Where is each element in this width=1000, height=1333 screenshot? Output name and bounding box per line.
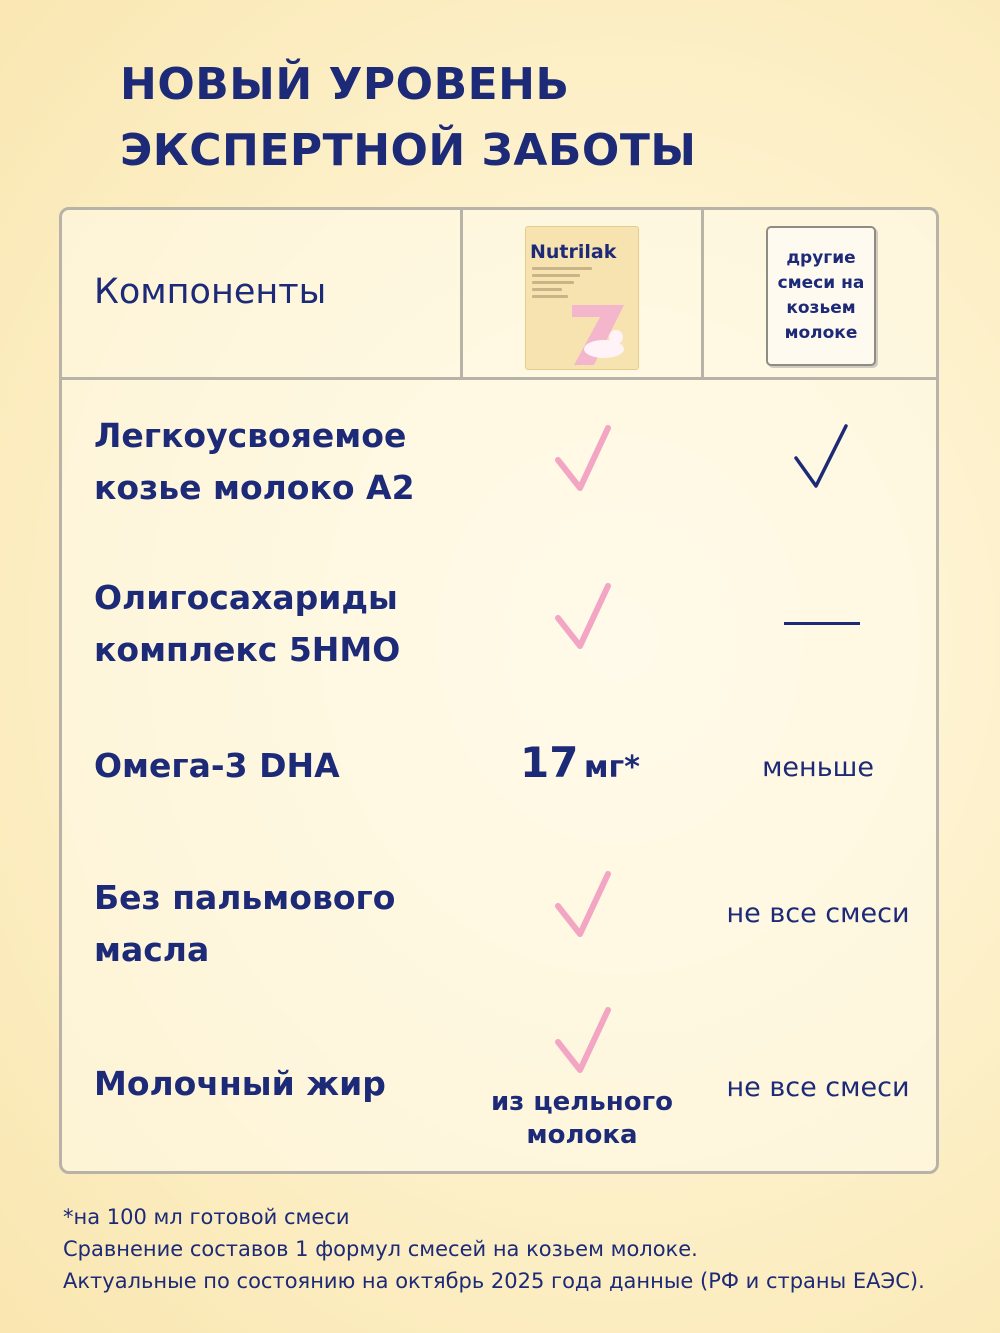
headline-line-1: НОВЫЙ УРОВЕНЬ: [120, 59, 570, 110]
row-label-omega3: Омега-3 DHA: [94, 746, 340, 785]
headline: [120, 52, 696, 184]
palm-oil-other-value: не все смеси: [726, 898, 910, 929]
headline-line-2: ЭКСПЕРТНОЙ ЗАБОТЫ: [120, 125, 697, 176]
other-formulas-label: другие смеси на козьем молоке: [777, 248, 865, 343]
row-label-milk-fat: Молочный жир: [94, 1064, 386, 1103]
check-pink-icon: [552, 1004, 614, 1078]
check-pink-icon: [552, 580, 614, 654]
footnotes: [63, 1201, 925, 1297]
footnote-line-2: Сравнение составов 1 формул смесей на козьем молоке.: [63, 1237, 698, 1261]
check-pink-icon: [552, 422, 614, 496]
footnote-line-3: Актуальные по состоянию на октябрь 2025 года данные (РФ и страны ЕАЭС).: [63, 1269, 925, 1293]
column-divider: [460, 210, 463, 377]
row-label-goat-milk: Легкоусвояемое козье молоко А2: [94, 416, 415, 507]
comparison-table: [59, 207, 939, 1174]
product-brand: Nutrilak: [530, 241, 617, 263]
row-label-oligosaccharides: Олигосахариды комплекс 5HMO: [94, 578, 401, 669]
components-header: Компоненты: [94, 272, 327, 312]
omega3-other-value: меньше: [762, 752, 874, 783]
product-pink-number-icon: [564, 297, 634, 367]
nutrilak-product-image: [525, 226, 639, 370]
omega3-unit: мг*: [584, 750, 640, 785]
milk-fat-other-value: не все смеси: [726, 1072, 910, 1103]
dash-icon: [784, 622, 860, 625]
milk-fat-caption: из цельного молока: [490, 1087, 674, 1150]
product-top-strip: [526, 231, 638, 237]
row-label-palm-oil: Без пальмового масла: [94, 878, 396, 969]
check-navy-icon: [792, 422, 850, 492]
column-divider: [701, 210, 704, 377]
other-formulas-box: [766, 226, 876, 366]
header-divider: [62, 377, 936, 380]
omega3-value: [520, 738, 640, 787]
footnote-line-1: *на 100 мл готовой смеси: [63, 1205, 350, 1229]
check-pink-icon: [552, 868, 614, 942]
omega3-amount: 17: [520, 738, 579, 787]
